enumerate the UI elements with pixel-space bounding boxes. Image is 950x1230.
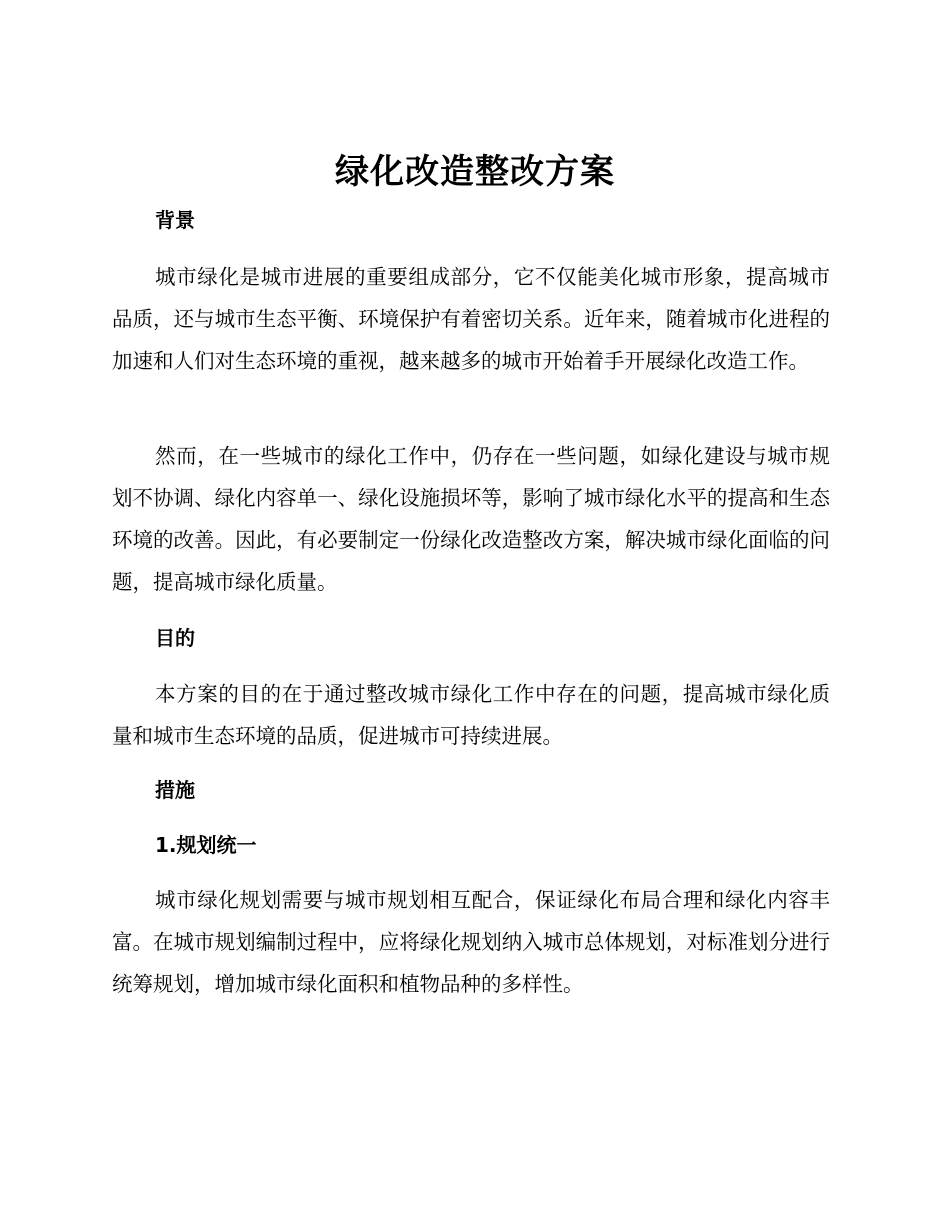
section-heading-purpose: 目的	[155, 626, 195, 650]
paragraph-purpose-1: 本方案的目的在于通过整改城市绿化工作中存在的问题，提高城市绿化质量和城市生态环境的品质，促进城市可持续进展。	[112, 682, 830, 748]
paragraph-planning-1: 城市绿化规划需要与城市规划相互配合，保证绿化布局合理和绿化内容丰富。在城市规划编制过程中，应将绿化规划纳入城市总体规划，对标准划分进行统筹规划，增加城市绿化面积和植物品种的多样性。	[112, 888, 830, 996]
paragraph-background-2: 然而，在一些城市的绿化工作中，仍存在一些问题，如绿化建设与城市规划不协调、绿化内容单一、绿化设施损坏等，影响了城市绿化水平的提高和生态环境的改善。因此，有必要制定一份绿化改造整改方案，解决城市绿化面临的问题，提高城市绿化质量。	[112, 444, 830, 594]
section-heading-background: 背景	[155, 208, 195, 232]
subsection-heading-planning: 1.规划统一	[155, 833, 257, 857]
section-heading-measures: 措施	[155, 778, 195, 802]
document-title: 绿化改造整改方案	[335, 152, 615, 192]
paragraph-background-1: 城市绿化是城市进展的重要组成部分，它不仅能美化城市形象，提高城市品质，还与城市生态平衡、环境保护有着密切关系。近年来，随着城市化进程的加速和人们对生态环境的重视，越来越多的城市开始着手开展绿化改造工作。	[112, 265, 830, 373]
